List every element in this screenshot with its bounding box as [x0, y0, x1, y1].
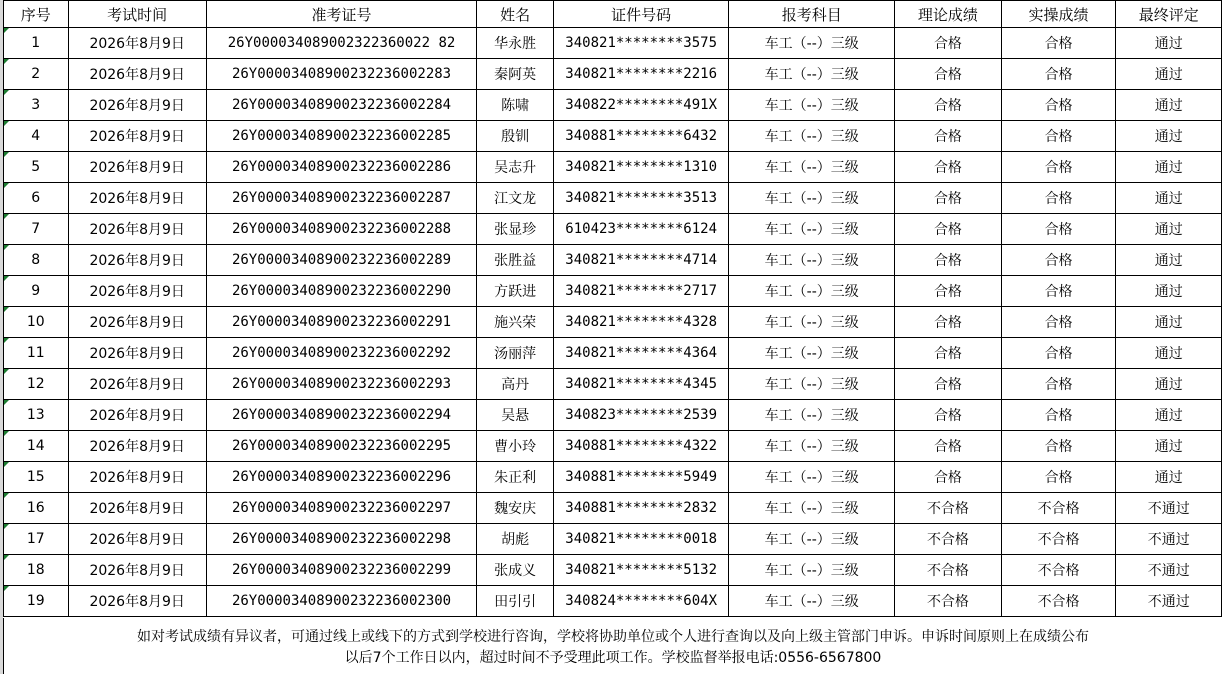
- cell-final-result: 通过: [1116, 307, 1222, 338]
- cell-id-number: 340881********6432: [554, 121, 729, 152]
- cell-subject: 车工（--）三级: [729, 59, 895, 90]
- notice-line-2: 以后7个工作日以内，超过时间不予受理此项工作。学校监督举报电话:0556-6567800: [344, 650, 882, 666]
- cell-subject: 车工（--）三级: [729, 400, 895, 431]
- cell-exam-date: 2026年8月9日: [68, 121, 206, 152]
- table-row: [4, 586, 1222, 617]
- cell-final-result: 通过: [1116, 276, 1222, 307]
- cell-final-result: 通过: [1116, 369, 1222, 400]
- cell-theory-score: 合格: [895, 245, 1002, 276]
- cell-subject: 车工（--）三级: [729, 28, 895, 59]
- cell-name: 施兴荣: [477, 307, 554, 338]
- table-row: [4, 524, 1222, 555]
- cell-theory-score: 合格: [895, 431, 1002, 462]
- cell-final-result: 通过: [1116, 59, 1222, 90]
- cell-final-result: 不通过: [1116, 524, 1222, 555]
- cell-subject: 车工（--）三级: [729, 493, 895, 524]
- cell-theory-score: 不合格: [895, 555, 1002, 586]
- cell-no: 6: [4, 183, 69, 214]
- cell-final-result: 不通过: [1116, 555, 1222, 586]
- table-row: [4, 90, 1222, 121]
- cell-practice-score: 合格: [1001, 152, 1116, 183]
- cell-id-number: 340821********3513: [554, 183, 729, 214]
- cell-subject: 车工（--）三级: [729, 121, 895, 152]
- cell-subject: 车工（--）三级: [729, 369, 895, 400]
- cell-exam-date: 2026年8月9日: [68, 369, 206, 400]
- cell-subject: 车工（--）三级: [729, 307, 895, 338]
- header-ticket-number: 准考证号: [206, 1, 476, 28]
- cell-name: 陈啸: [477, 90, 554, 121]
- cell-theory-score: 合格: [895, 59, 1002, 90]
- cell-theory-score: 不合格: [895, 524, 1002, 555]
- table-row: [4, 59, 1222, 90]
- cell-no: 3: [4, 90, 69, 121]
- cell-exam-date: 2026年8月9日: [68, 183, 206, 214]
- cell-id-number: 340824********604X: [554, 586, 729, 617]
- cell-no: 17: [4, 524, 69, 555]
- cell-practice-score: 合格: [1001, 214, 1116, 245]
- cell-ticket-number: 26Y00003408900232236002296: [206, 462, 476, 493]
- cell-name: 高丹: [477, 369, 554, 400]
- cell-ticket-number: 26Y00003408900232236002300: [206, 586, 476, 617]
- cell-no: 9: [4, 276, 69, 307]
- cell-final-result: 通过: [1116, 245, 1222, 276]
- results-table: [3, 0, 1222, 617]
- cell-name: 秦阿英: [477, 59, 554, 90]
- cell-final-result: 通过: [1116, 400, 1222, 431]
- cell-subject: 车工（--）三级: [729, 214, 895, 245]
- table-row: [4, 493, 1222, 524]
- cell-theory-score: 不合格: [895, 493, 1002, 524]
- cell-id-number: 340821********4364: [554, 338, 729, 369]
- cell-name: 张显珍: [477, 214, 554, 245]
- cell-ticket-number: 26Y00003408900232236002295: [206, 431, 476, 462]
- cell-subject: 车工（--）三级: [729, 524, 895, 555]
- cell-theory-score: 不合格: [895, 586, 1002, 617]
- table-row: [4, 307, 1222, 338]
- cell-exam-date: 2026年8月9日: [68, 214, 206, 245]
- cell-ticket-number: 26Y00003408900232236002294: [206, 400, 476, 431]
- cell-ticket-number: 26Y00003408900232236002299: [206, 555, 476, 586]
- cell-final-result: 通过: [1116, 462, 1222, 493]
- cell-no: 18: [4, 555, 69, 586]
- table-row: [4, 214, 1222, 245]
- cell-theory-score: 合格: [895, 28, 1002, 59]
- cell-ticket-number: 26Y00003408900232236002293: [206, 369, 476, 400]
- cell-theory-score: 合格: [895, 338, 1002, 369]
- cell-ticket-number: 26Y00003408900232236002298: [206, 524, 476, 555]
- cell-theory-score: 合格: [895, 400, 1002, 431]
- cell-exam-date: 2026年8月9日: [68, 59, 206, 90]
- cell-id-number: 340821********4328: [554, 307, 729, 338]
- cell-no: 12: [4, 369, 69, 400]
- cell-final-result: 通过: [1116, 90, 1222, 121]
- table-row: [4, 369, 1222, 400]
- table-row: [4, 338, 1222, 369]
- cell-final-result: 通过: [1116, 28, 1222, 59]
- cell-id-number: 340821********5132: [554, 555, 729, 586]
- cell-id-number: 340881********5949: [554, 462, 729, 493]
- cell-name: 华永胜: [477, 28, 554, 59]
- cell-ticket-number: 26Y00003408900232236002292: [206, 338, 476, 369]
- cell-practice-score: 合格: [1001, 400, 1116, 431]
- cell-ticket-number: 26Y00003408900232236002288: [206, 214, 476, 245]
- cell-final-result: 不通过: [1116, 586, 1222, 617]
- cell-id-number: 340821********1310: [554, 152, 729, 183]
- appeal-notice: [3, 618, 1222, 674]
- cell-no: 1: [4, 28, 69, 59]
- table-row: [4, 400, 1222, 431]
- cell-practice-score: 合格: [1001, 245, 1116, 276]
- notice-line-1: 如对考试成绩有异议者，可通过线上或线下的方式到学校进行咨询，学校将协助单位或个人进行查询以及向上级主管部门申诉。申诉时间原则上在成绩公布: [137, 629, 1089, 645]
- cell-id-number: 610423********6124: [554, 214, 729, 245]
- cell-exam-date: 2026年8月9日: [68, 555, 206, 586]
- table-row: [4, 183, 1222, 214]
- table-row: [4, 152, 1222, 183]
- cell-name: 汤丽萍: [477, 338, 554, 369]
- table-row: [4, 462, 1222, 493]
- cell-name: 方跃进: [477, 276, 554, 307]
- cell-practice-score: 合格: [1001, 338, 1116, 369]
- cell-exam-date: 2026年8月9日: [68, 431, 206, 462]
- cell-subject: 车工（--）三级: [729, 245, 895, 276]
- cell-exam-date: 2026年8月9日: [68, 90, 206, 121]
- cell-no: 8: [4, 245, 69, 276]
- cell-final-result: 通过: [1116, 121, 1222, 152]
- cell-ticket-number: 26Y00003408900232236002287: [206, 183, 476, 214]
- cell-no: 4: [4, 121, 69, 152]
- cell-name: 曹小玲: [477, 431, 554, 462]
- cell-final-result: 不通过: [1116, 493, 1222, 524]
- cell-final-result: 通过: [1116, 431, 1222, 462]
- cell-exam-date: 2026年8月9日: [68, 245, 206, 276]
- cell-subject: 车工（--）三级: [729, 338, 895, 369]
- cell-practice-score: 合格: [1001, 59, 1116, 90]
- cell-name: 殷钏: [477, 121, 554, 152]
- cell-id-number: 340821********4714: [554, 245, 729, 276]
- cell-name: 朱正利: [477, 462, 554, 493]
- cell-id-number: 340881********2832: [554, 493, 729, 524]
- cell-exam-date: 2026年8月9日: [68, 400, 206, 431]
- table-row: [4, 431, 1222, 462]
- cell-theory-score: 合格: [895, 183, 1002, 214]
- cell-theory-score: 合格: [895, 152, 1002, 183]
- cell-subject: 车工（--）三级: [729, 431, 895, 462]
- table-row: [4, 555, 1222, 586]
- header-id-number: 证件号码: [554, 1, 729, 28]
- header-row: [4, 1, 1222, 28]
- cell-no: 14: [4, 431, 69, 462]
- cell-id-number: 340822********491X: [554, 90, 729, 121]
- header-exam-date: 考试时间: [68, 1, 206, 28]
- cell-practice-score: 合格: [1001, 121, 1116, 152]
- cell-id-number: 340821********0018: [554, 524, 729, 555]
- cell-no: 13: [4, 400, 69, 431]
- cell-theory-score: 合格: [895, 90, 1002, 121]
- cell-exam-date: 2026年8月9日: [68, 152, 206, 183]
- cell-practice-score: 合格: [1001, 462, 1116, 493]
- header-no: 序号: [4, 1, 69, 28]
- cell-final-result: 通过: [1116, 338, 1222, 369]
- cell-id-number: 340823********2539: [554, 400, 729, 431]
- cell-ticket-number: 26Y00003408900232236002297: [206, 493, 476, 524]
- cell-name: 吴悬: [477, 400, 554, 431]
- cell-ticket-number: 26Y00003408900232236002291: [206, 307, 476, 338]
- cell-id-number: 340821********2216: [554, 59, 729, 90]
- cell-theory-score: 合格: [895, 276, 1002, 307]
- cell-exam-date: 2026年8月9日: [68, 338, 206, 369]
- cell-ticket-number: 26Y00003408900232236002284: [206, 90, 476, 121]
- cell-ticket-number: 26Y00003408900232236002285: [206, 121, 476, 152]
- cell-subject: 车工（--）三级: [729, 586, 895, 617]
- cell-subject: 车工（--）三级: [729, 152, 895, 183]
- cell-name: 江文龙: [477, 183, 554, 214]
- cell-name: 魏安庆: [477, 493, 554, 524]
- header-name: 姓名: [477, 1, 554, 28]
- cell-exam-date: 2026年8月9日: [68, 307, 206, 338]
- cell-subject: 车工（--）三级: [729, 276, 895, 307]
- cell-practice-score: 不合格: [1001, 555, 1116, 586]
- cell-practice-score: 合格: [1001, 307, 1116, 338]
- cell-name: 吴志升: [477, 152, 554, 183]
- cell-id-number: 340821********3575: [554, 28, 729, 59]
- cell-ticket-number: 26Y00003408900232236002290: [206, 276, 476, 307]
- cell-name: 胡彪: [477, 524, 554, 555]
- cell-ticket-number: 26Y00003408900232236002283: [206, 59, 476, 90]
- cell-practice-score: 合格: [1001, 90, 1116, 121]
- header-final-result: 最终评定: [1116, 1, 1222, 28]
- cell-id-number: 340821********2717: [554, 276, 729, 307]
- cell-ticket-number: 26Y000034089002322360022 82: [206, 28, 476, 59]
- cell-exam-date: 2026年8月9日: [68, 28, 206, 59]
- cell-no: 16: [4, 493, 69, 524]
- header-subject: 报考科目: [729, 1, 895, 28]
- cell-exam-date: 2026年8月9日: [68, 586, 206, 617]
- cell-exam-date: 2026年8月9日: [68, 524, 206, 555]
- cell-subject: 车工（--）三级: [729, 90, 895, 121]
- cell-no: 19: [4, 586, 69, 617]
- cell-subject: 车工（--）三级: [729, 183, 895, 214]
- cell-exam-date: 2026年8月9日: [68, 276, 206, 307]
- cell-ticket-number: 26Y00003408900232236002289: [206, 245, 476, 276]
- cell-id-number: 340821********4345: [554, 369, 729, 400]
- cell-practice-score: 合格: [1001, 431, 1116, 462]
- cell-practice-score: 合格: [1001, 369, 1116, 400]
- cell-final-result: 通过: [1116, 214, 1222, 245]
- cell-theory-score: 合格: [895, 121, 1002, 152]
- cell-no: 10: [4, 307, 69, 338]
- cell-no: 15: [4, 462, 69, 493]
- cell-practice-score: 不合格: [1001, 493, 1116, 524]
- cell-subject: 车工（--）三级: [729, 462, 895, 493]
- cell-no: 11: [4, 338, 69, 369]
- cell-practice-score: 合格: [1001, 28, 1116, 59]
- cell-name: 田引引: [477, 586, 554, 617]
- table-row: [4, 245, 1222, 276]
- cell-final-result: 通过: [1116, 183, 1222, 214]
- cell-practice-score: 合格: [1001, 276, 1116, 307]
- cell-id-number: 340881********4322: [554, 431, 729, 462]
- cell-name: 张胜益: [477, 245, 554, 276]
- table-row: [4, 28, 1222, 59]
- cell-theory-score: 合格: [895, 307, 1002, 338]
- table-row: [4, 121, 1222, 152]
- cell-practice-score: 不合格: [1001, 524, 1116, 555]
- cell-theory-score: 合格: [895, 214, 1002, 245]
- cell-final-result: 通过: [1116, 152, 1222, 183]
- header-practice-score: 实操成绩: [1001, 1, 1116, 28]
- cell-no: 5: [4, 152, 69, 183]
- cell-no: 2: [4, 59, 69, 90]
- cell-ticket-number: 26Y00003408900232236002286: [206, 152, 476, 183]
- cell-name: 张成义: [477, 555, 554, 586]
- cell-exam-date: 2026年8月9日: [68, 493, 206, 524]
- cell-subject: 车工（--）三级: [729, 555, 895, 586]
- cell-theory-score: 合格: [895, 462, 1002, 493]
- cell-practice-score: 合格: [1001, 183, 1116, 214]
- table-row: [4, 276, 1222, 307]
- cell-theory-score: 合格: [895, 369, 1002, 400]
- header-theory-score: 理论成绩: [895, 1, 1002, 28]
- cell-practice-score: 不合格: [1001, 586, 1116, 617]
- cell-no: 7: [4, 214, 69, 245]
- cell-exam-date: 2026年8月9日: [68, 462, 206, 493]
